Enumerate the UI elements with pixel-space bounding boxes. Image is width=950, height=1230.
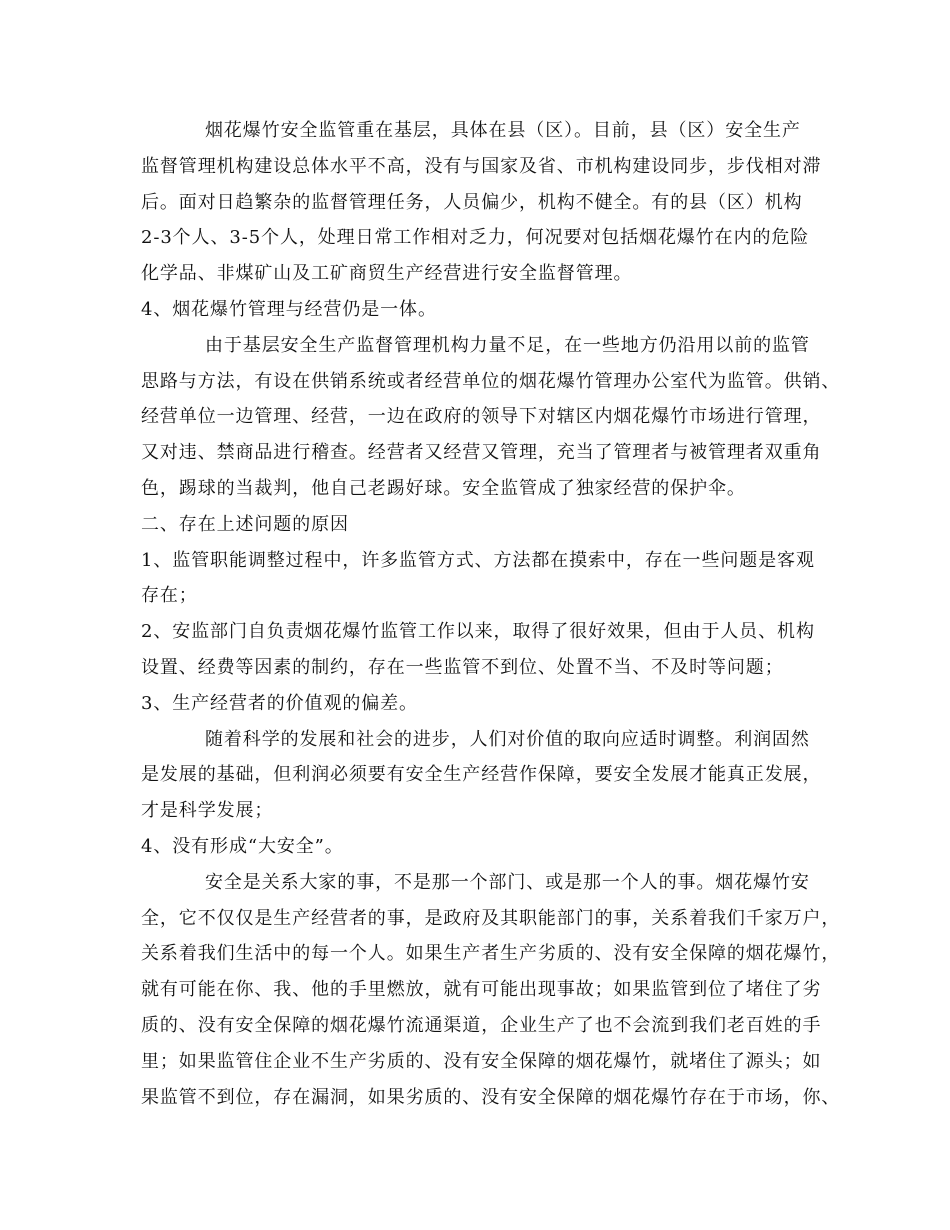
text-line: 1、监管职能调整过程中，许多监管方式、方法都在摸索中，存在一些问题是客观: [141, 549, 815, 571]
text-line: 监督管理机构建设总体水平不高，没有与国家及省、市机构建设同步，步伐相对滞: [141, 155, 822, 177]
text-line: 2-3个人、3-5个人，处理日常工作相对乏力，何况要对包括烟花爆竹在内的危险: [141, 227, 810, 249]
text-line: 才是科学发展；: [141, 800, 274, 822]
text-line: 二、存在上述问题的原因: [141, 513, 349, 535]
text-line: 关系着我们生活中的每一个人。如果生产者生产劣质的、没有安全保障的烟花爆竹，: [141, 943, 841, 965]
text-line: 随着科学的发展和社会的进步，人们对价值的取向应适时调整。利润固然: [205, 728, 810, 750]
text-line: 是发展的基础，但利润必须要有安全生产经营作保障，要安全发展才能真正发展，: [141, 764, 822, 786]
text-line: 烟花爆竹安全监管重在基层，具体在县（区）。目前，县（区）安全生产: [205, 120, 801, 141]
text-line: 由于基层安全生产监督管理机构力量不足，在一些地方仍沿用以前的监管: [205, 334, 810, 356]
text-line: 4、烟花爆竹管理与经营仍是一体。: [141, 298, 437, 320]
text-line: 色，踢球的当裁判，他自己老踢好球。安全监管成了独家经营的保护伞。: [141, 477, 746, 499]
text-line: 就有可能在你、我、他的手里燃放，就有可能出现事故；如果监管到位了堵住了劣: [141, 979, 822, 1001]
text-line: 存在；: [141, 585, 198, 607]
document-body: [141, 113, 841, 1115]
text-line: 后。面对日趋繁杂的监督管理任务，人员偏少，机构不健全。有的县（区）机构: [141, 191, 803, 213]
text-line: 4、没有形成“大安全”。: [141, 835, 344, 857]
text-line: 经营单位一边管理、经营，一边在政府的领导下对辖区内烟花爆竹市场进行管理，: [141, 406, 822, 428]
text-line: 果监管不到位，存在漏洞，如果劣质的、没有安全保障的烟花爆竹存在于市场，你、: [141, 1086, 841, 1108]
text-line: 设置、经费等因素的制约，存在一些监管不到位、处置不当、不及时等问题；: [141, 656, 784, 678]
text-line: 全，它不仅仅是生产经营者的事，是政府及其职能部门的事，关系着我们千家万户，: [141, 907, 841, 929]
text-line: 质的、没有安全保障的烟花爆竹流通渠道，企业生产了也不会流到我们老百姓的手: [141, 1014, 822, 1036]
text-line: 又对违、禁商品进行稽查。经营者又经营又管理，充当了管理者与被管理者双重角: [141, 442, 822, 464]
text-line: 里；如果监管住企业不生产劣质的、没有安全保障的烟花爆竹，就堵住了源头；如: [141, 1050, 822, 1072]
text-line: 安全是关系大家的事，不是那一个部门、或是那一个人的事。烟花爆竹安: [205, 871, 810, 893]
text-line: 2、安监部门自负责烟花爆竹监管工作以来，取得了很好效果，但由于人员、机构: [141, 621, 815, 643]
text-line: 化学品、非煤矿山及工矿商贸生产经营进行安全监督管理。: [141, 263, 633, 285]
text-line: 思路与方法，有设在供销系统或者经营单位的烟花爆竹管理办公室代为监管。供销、: [141, 370, 841, 392]
text-line: 3、生产经营者的价值观的偏差。: [141, 692, 418, 714]
